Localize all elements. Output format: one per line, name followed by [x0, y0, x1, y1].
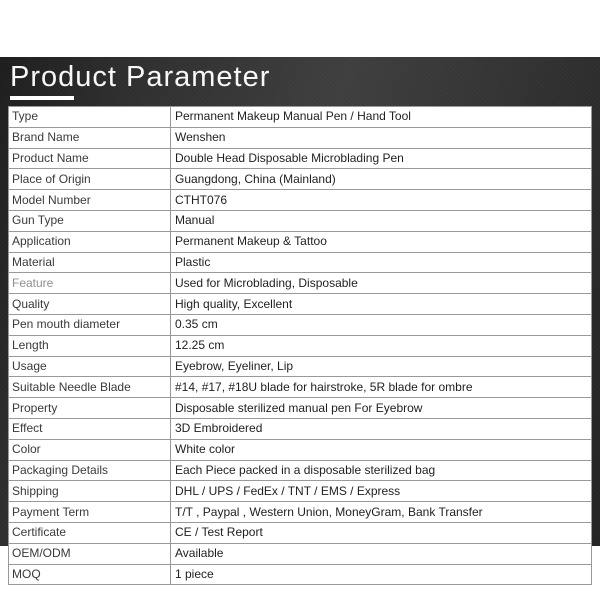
param-label: Shipping [9, 481, 171, 502]
table-row [9, 356, 592, 377]
table-row [9, 148, 592, 169]
param-value: Eyebrow, Eyeliner, Lip [171, 356, 592, 377]
table-row [9, 564, 592, 585]
table-row [9, 460, 592, 481]
table-row [9, 127, 592, 148]
param-value: Double Head Disposable Microblading Pen [171, 148, 592, 169]
param-value: Used for Microblading, Disposable [171, 273, 592, 294]
table-row [9, 481, 592, 502]
table-row [9, 398, 592, 419]
table-row [9, 231, 592, 252]
param-label: Effect [9, 418, 171, 439]
param-value: #14, #17, #18U blade for hairstroke, 5R blade for ombre [171, 377, 592, 398]
param-value: 0.35 cm [171, 314, 592, 335]
table-row [9, 252, 592, 273]
param-label: Color [9, 439, 171, 460]
param-label: Feature [9, 273, 171, 294]
product-parameter-table [8, 106, 592, 585]
param-label: Suitable Needle Blade [9, 377, 171, 398]
param-label: Length [9, 335, 171, 356]
param-value: Wenshen [171, 127, 592, 148]
param-value: Guangdong, China (Mainland) [171, 169, 592, 190]
table-row [9, 314, 592, 335]
param-label: Application [9, 231, 171, 252]
param-label: Product Name [9, 148, 171, 169]
table-row [9, 439, 592, 460]
section-title: Product Parameter [10, 61, 271, 93]
table-row [9, 273, 592, 294]
param-label: Property [9, 398, 171, 419]
param-value: 1 piece [171, 564, 592, 585]
param-value: 3D Embroidered [171, 418, 592, 439]
table-row [9, 522, 592, 543]
param-label: Pen mouth diameter [9, 314, 171, 335]
title-underline-accent [10, 96, 74, 100]
param-label: Packaging Details [9, 460, 171, 481]
param-label: Place of Origin [9, 169, 171, 190]
product-parameter-section [0, 57, 600, 581]
param-value: Permanent Makeup Manual Pen / Hand Tool [171, 107, 592, 128]
param-value: High quality, Excellent [171, 294, 592, 315]
param-table-body [9, 107, 592, 585]
param-value: DHL / UPS / FedEx / TNT / EMS / Express [171, 481, 592, 502]
param-label: MOQ [9, 564, 171, 585]
param-label: Quality [9, 294, 171, 315]
param-value: CE / Test Report [171, 522, 592, 543]
param-label: Payment Term [9, 502, 171, 523]
table-row [9, 210, 592, 231]
param-value: Disposable sterilized manual pen For Eyebrow [171, 398, 592, 419]
param-label: Model Number [9, 190, 171, 211]
table-row [9, 418, 592, 439]
table-row [9, 169, 592, 190]
param-label: Type [9, 107, 171, 128]
param-value: CTHT076 [171, 190, 592, 211]
param-label: Usage [9, 356, 171, 377]
param-value: Plastic [171, 252, 592, 273]
param-label: Material [9, 252, 171, 273]
table-row [9, 377, 592, 398]
param-value: Manual [171, 210, 592, 231]
param-label: Brand Name [9, 127, 171, 148]
param-value: Available [171, 543, 592, 564]
table-row [9, 107, 592, 128]
param-label: OEM/ODM [9, 543, 171, 564]
param-value: White color [171, 439, 592, 460]
param-value: Permanent Makeup & Tattoo [171, 231, 592, 252]
param-value: T/T , Paypal , Western Union, MoneyGram, Bank Transfer [171, 502, 592, 523]
param-value: 12.25 cm [171, 335, 592, 356]
table-row [9, 190, 592, 211]
table-row [9, 502, 592, 523]
param-value: Each Piece packed in a disposable sterilized bag [171, 460, 592, 481]
param-label: Certificate [9, 522, 171, 543]
table-row [9, 294, 592, 315]
table-row [9, 543, 592, 564]
param-label: Gun Type [9, 210, 171, 231]
table-row [9, 335, 592, 356]
